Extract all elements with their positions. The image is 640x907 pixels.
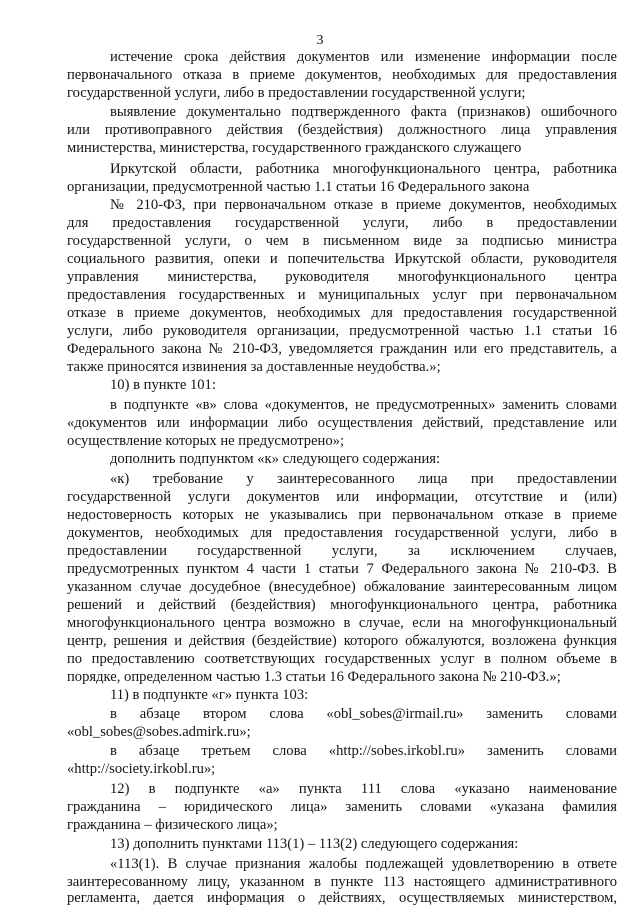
text-line: документов, необходимых для предоставления государственной услуги, либо в	[67, 525, 617, 541]
text-line: дополнить подпунктом «к» следующего содержания:	[110, 451, 441, 467]
text-line: в подпункте «в» слова «документов, не предусмотренных» заменить словами	[110, 397, 617, 413]
text-line: «документов или информации либо осуществления действий, представление или	[67, 415, 617, 431]
text-line: государственной услуги, о чем в письменном виде за подписью министра	[67, 233, 617, 249]
text-line: для предоставления государственной услуги, либо в предоставлении	[67, 215, 617, 231]
text-line: предоставлении государственной услуги, за исключением случаев,	[67, 543, 617, 559]
text-line: государственной услуги документов или информации, отсутствие и (или)	[67, 489, 617, 505]
text-line: 11) в подпункте «г» пункта 103:	[110, 687, 309, 703]
text-line: № 210-ФЗ, при первоначальном отказе в приеме документов, необходимых	[110, 197, 617, 213]
text-line: Федерального закона № 210-ФЗ, уведомляется гражданин или его представитель, а	[67, 341, 617, 357]
text-line: указанном случае досудебное (внесудебное) обжалование заинтересованным лицом	[67, 579, 617, 595]
text-line: министерства, министерства, государственного гражданского служащего	[67, 140, 522, 156]
text-line: порядке, определенном частью 1.3 статьи 16 Федерального закона № 210-ФЗ.»;	[67, 669, 561, 685]
text-line: решений и действий (бездействия) многофункционального центра, работника	[67, 597, 617, 613]
text-line: 13) дополнить пунктами 113(1) – 113(2) следующего содержания:	[110, 836, 519, 852]
text-line: центр, решения и действия (бездействие) которого обжалуются, возложена функция	[67, 633, 617, 649]
text-line: также приносятся извинения за доставленные неудобства.»;	[67, 359, 441, 375]
text-line: предоставления государственных и муниципальных услуг при первоначальном	[67, 287, 617, 303]
text-line: осуществление которых не предусмотрено»;	[67, 433, 345, 449]
text-line: недостоверность которых не указывались при первоначальном отказе в приеме	[67, 507, 617, 523]
text-line: Иркутской области, работника многофункционального центра, работника	[110, 161, 617, 177]
text-line: «к) требование у заинтересованного лица при предоставлении	[110, 471, 617, 487]
page-number: 3	[316, 33, 324, 48]
text-line: услуги, либо руководителя организации, предусмотренной частью 1.1 статьи 16	[67, 323, 617, 339]
text-line: заинтересованному лицу, указанном в пункте 113 настоящего административного	[67, 874, 617, 890]
text-line: «113(1). В случае признания жалобы подлежащей удовлетворению в ответе	[110, 856, 617, 872]
text-line: государственной услуги, либо в предоставлении государственной услуги;	[67, 85, 526, 101]
text-line: гражданина – физического лица»;	[67, 817, 278, 833]
text-line: истечение срока действия документов или изменение информации после	[110, 49, 617, 65]
text-line: управления министерства, руководителя многофункционального центра	[67, 269, 617, 285]
text-line: гражданина – юридического лица» заменить словами «указана фамилия	[67, 799, 617, 815]
text-line: 12) в подпункте «а» пункта 111 слова «указано наименование	[110, 781, 617, 797]
text-line: отказе в приеме документов, необходимых для предоставления государственной	[67, 305, 617, 321]
text-line: социального развития, опеки и попечительства Иркутской области, руководителя	[67, 251, 617, 267]
text-line: 10) в пункте 101:	[110, 377, 216, 393]
text-line: в абзаце втором слова «obl_sobes@irmail.ru» заменить словами	[110, 706, 617, 722]
text-line: предусмотренных пунктом 4 части 1 статьи 7 Федерального закона № 210-ФЗ. В	[67, 561, 617, 577]
text-line: выявление документально подтвержденного факта (признаков) ошибочного	[110, 104, 617, 120]
text-line: или противоправного действия (бездействия) должностного лица управления	[67, 122, 617, 138]
text-line: «obl_sobes@sobes.admirk.ru»;	[67, 724, 251, 740]
text-line: по предоставлению соответствующих государственных услуг в полном объеме в	[67, 651, 617, 667]
text-line: многофункционального центра возможно в случае, если на многофункциональный	[67, 615, 617, 631]
text-line: организации, предусмотренной частью 1.1 статьи 16 Федерального закона	[67, 179, 530, 195]
text-line: регламента, дается информация о действиях, осуществляемых министерством,	[67, 890, 617, 906]
text-line: «http://society.irkobl.ru»;	[67, 761, 216, 777]
text-line: первоначального отказа в приеме документов, необходимых для предоставления	[67, 67, 617, 83]
text-line: в абзаце третьем слова «http://sobes.irkobl.ru» заменить словами	[110, 743, 617, 759]
